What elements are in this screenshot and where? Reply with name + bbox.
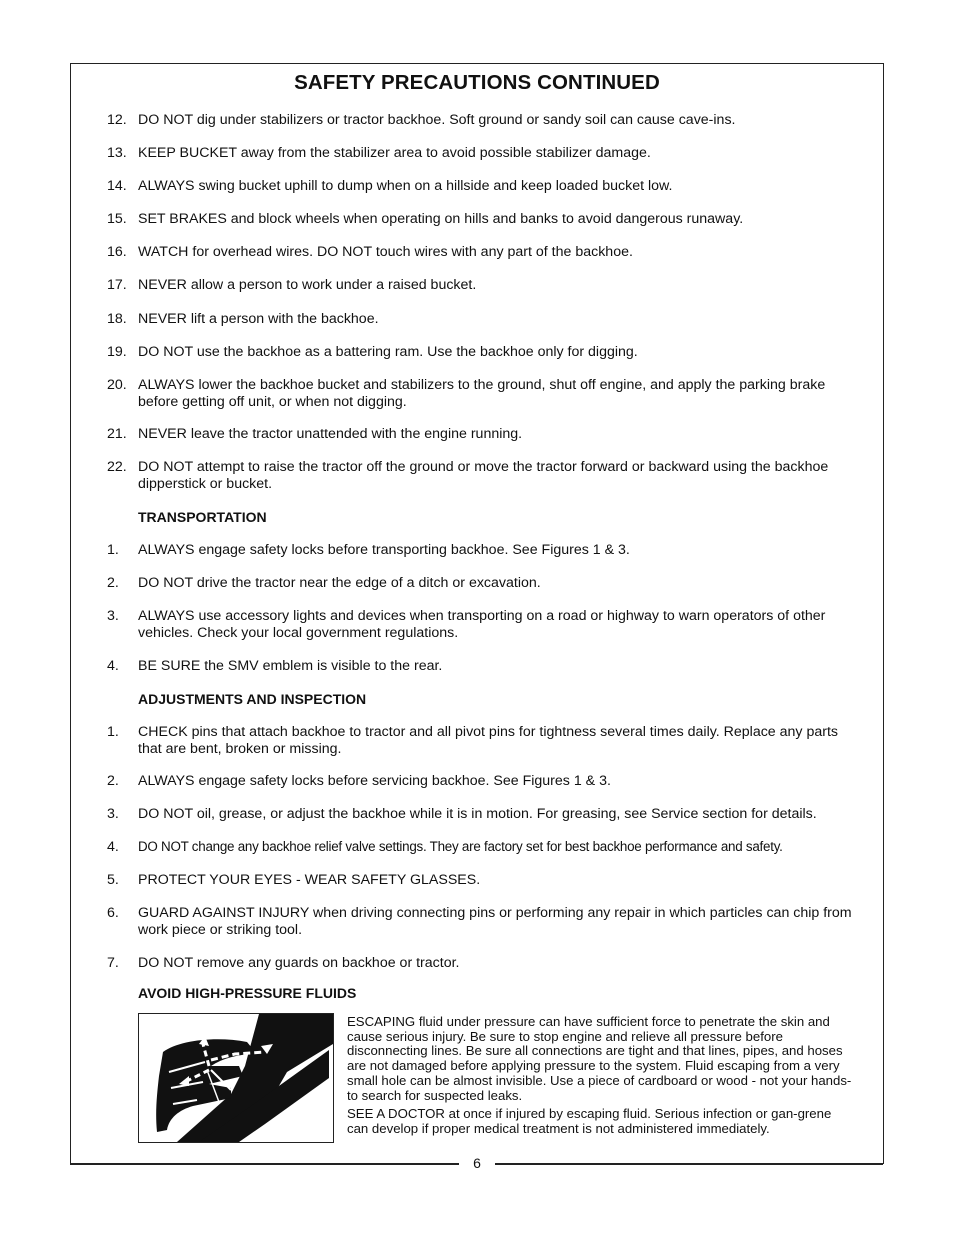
item-number: 14.	[107, 178, 127, 194]
item-text: NEVER allow a person to work under a raised bucket.	[138, 277, 477, 293]
item-number: 5.	[107, 872, 119, 888]
item-number: 3.	[107, 608, 119, 624]
page-number: 6	[473, 1155, 481, 1171]
item-number: 16.	[107, 244, 127, 260]
hand-hose-leak-icon	[139, 1014, 333, 1142]
item-number: 13.	[107, 145, 127, 161]
item-text: ALWAYS swing bucket uphill to dump when on a hillside and keep loaded bucket low.	[138, 178, 673, 194]
item-number: 1.	[107, 542, 119, 558]
fluid-warning-paragraph: ESCAPING fluid under pressure can have sufficient force to penetrate the skin and cause serious injury. Be sure to stop engine and relieve all pressure before disconnecting lines. Be sure all connections are tight and that lines, pipes, and hoses are not damaged before applying pressure to the system. Fluid escaping from a very small hole can be almost invisible. Use a piece of cardboard or wood - not your hands-to search for suspected leaks.	[347, 1014, 852, 1103]
item-text: SET BRAKES and block wheels when operating on hills and banks to avoid dangerous runaway.	[138, 211, 744, 227]
item-text: DO NOT dig under stabilizers or tractor backhoe. Soft ground or sandy soil can cause cave-ins.	[138, 112, 736, 128]
page-frame	[70, 63, 884, 1164]
item-number: 3.	[107, 806, 119, 822]
item-number: 21.	[107, 426, 127, 442]
item-number: 4.	[107, 839, 119, 855]
item-number: 1.	[107, 724, 119, 740]
section-heading-adjustments: ADJUSTMENTS AND INSPECTION	[138, 691, 367, 707]
footer-rule-right	[495, 1163, 883, 1165]
item-text: PROTECT YOUR EYES - WEAR SAFETY GLASSES.	[138, 872, 481, 888]
item-text: GUARD AGAINST INJURY when driving connecting pins or performing any repair in which particles can chip from work piece or striking tool.	[138, 905, 852, 938]
item-number: 18.	[107, 311, 127, 327]
item-number: 2.	[107, 773, 119, 789]
item-number: 22.	[107, 459, 127, 475]
fluid-doctor-paragraph: SEE A DOCTOR at once if injured by escaping fluid. Serious infection or gan-grene can develop if proper medical treatment is not administered immediately.	[347, 1106, 832, 1136]
item-text: CHECK pins that attach backhoe to tractor and all pivot pins for tightness several times daily. Replace any parts that are bent, broken or missing.	[138, 724, 839, 757]
item-number: 4.	[107, 658, 119, 674]
item-text: NEVER leave the tractor unattended with the engine running.	[138, 426, 523, 442]
page-title: SAFETY PRECAUTIONS CONTINUED	[294, 71, 660, 94]
item-number: 7.	[107, 955, 119, 971]
item-text: DO NOT attempt to raise the tractor off the ground or move the tractor forward or backward using the backhoe dipperstick or bucket.	[138, 459, 829, 492]
item-number: 6.	[107, 905, 119, 921]
item-number: 2.	[107, 575, 119, 591]
item-text: ALWAYS engage safety locks before servicing backhoe. See Figures 1 & 3.	[138, 773, 611, 789]
fluid-injection-warning-figure	[138, 1013, 334, 1143]
item-text: DO NOT oil, grease, or adjust the backhoe while it is in motion. For greasing, see Service section for details.	[138, 806, 817, 822]
item-text: ALWAYS use accessory lights and devices when transporting on a road or highway to warn operators of other vehicles. Check your local government regulations.	[138, 608, 826, 641]
item-number: 15.	[107, 211, 127, 227]
item-text: DO NOT use the backhoe as a battering ram. Use the backhoe only for digging.	[138, 344, 638, 360]
item-text: DO NOT change any backhoe relief valve settings. They are factory set for best backhoe performance and safety.	[138, 839, 783, 854]
item-number: 20.	[107, 377, 127, 393]
item-text: ALWAYS lower the backhoe bucket and stabilizers to the ground, shut off engine, and apply the parking brake before getting off unit, or when not digging.	[138, 377, 826, 410]
footer-rule-left	[70, 1163, 459, 1165]
item-text: KEEP BUCKET away from the stabilizer area to avoid possible stabilizer damage.	[138, 145, 651, 161]
section-heading-fluids: AVOID HIGH-PRESSURE FLUIDS	[138, 985, 357, 1001]
item-number: 12.	[107, 112, 127, 128]
item-text: ALWAYS engage safety locks before transporting backhoe. See Figures 1 & 3.	[138, 542, 630, 558]
item-text: DO NOT drive the tractor near the edge of a ditch or excavation.	[138, 575, 541, 591]
item-text: DO NOT remove any guards on backhoe or tractor.	[138, 955, 460, 971]
item-text: WATCH for overhead wires. DO NOT touch wires with any part of the backhoe.	[138, 244, 633, 260]
item-number: 19.	[107, 344, 127, 360]
item-number: 17.	[107, 277, 127, 293]
item-text: BE SURE the SMV emblem is visible to the rear.	[138, 658, 443, 674]
section-heading-transportation: TRANSPORTATION	[138, 509, 267, 525]
item-text: NEVER lift a person with the backhoe.	[138, 311, 379, 327]
